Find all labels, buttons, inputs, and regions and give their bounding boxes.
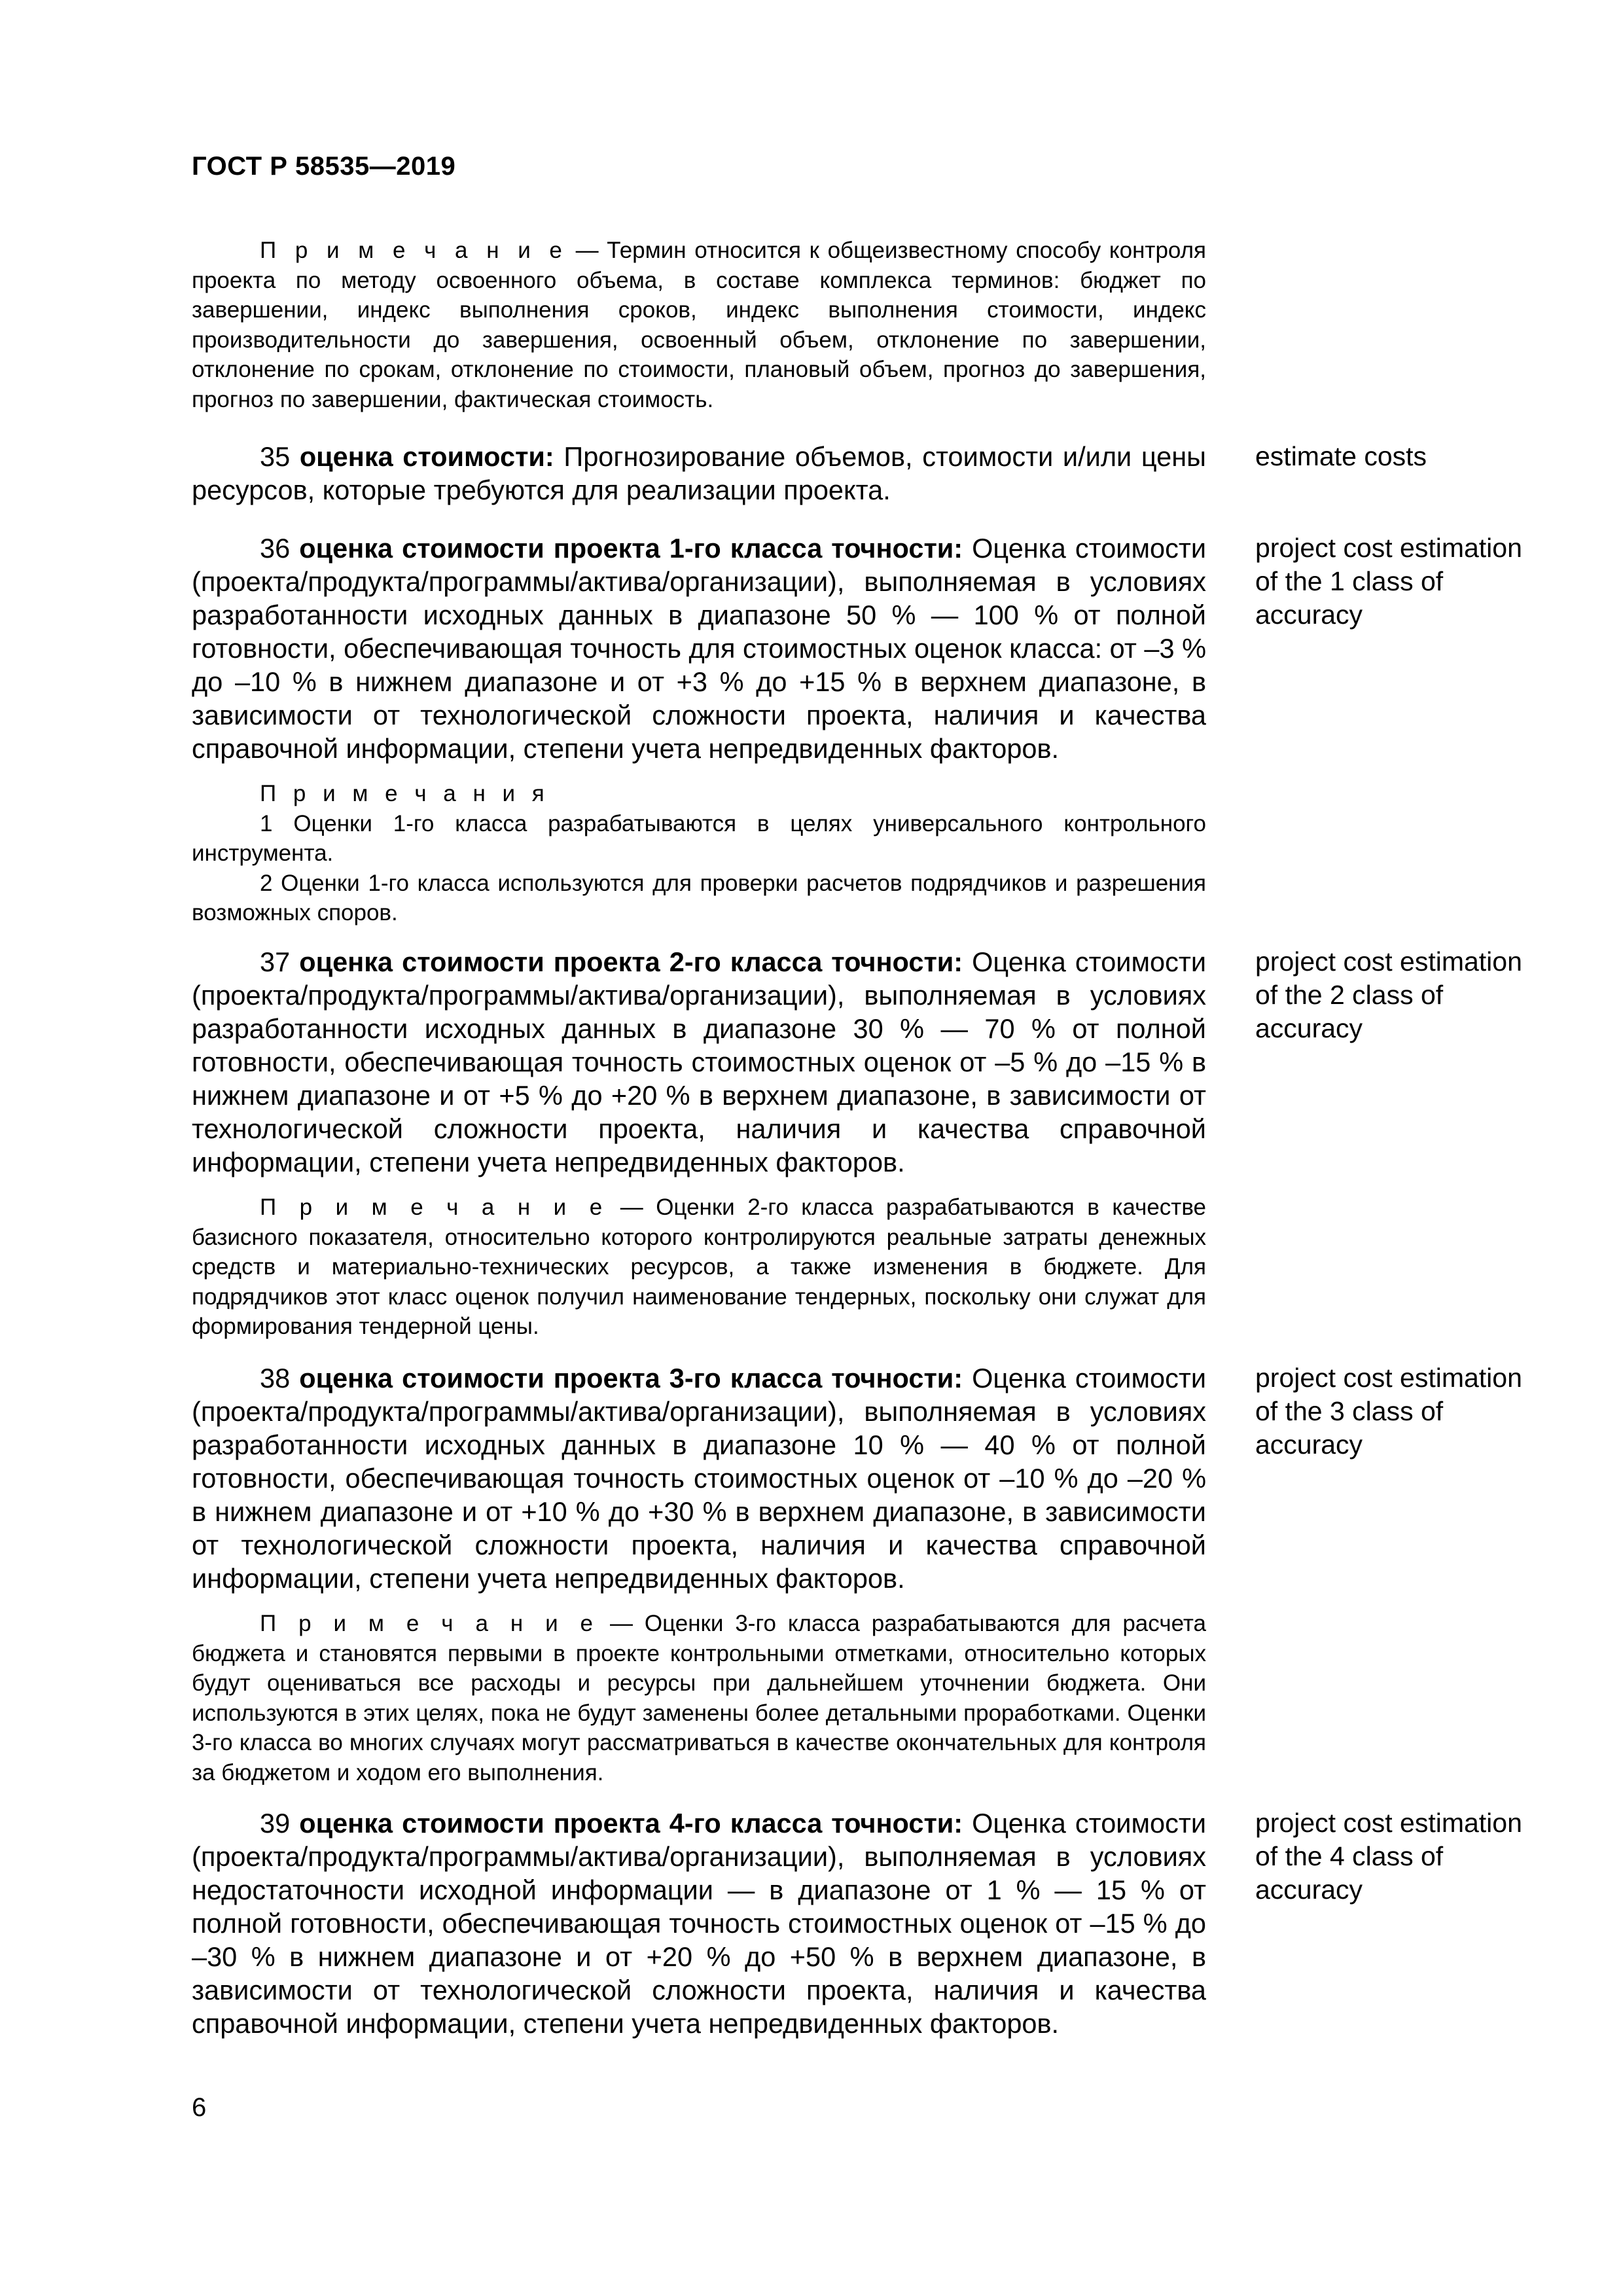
- term-35: [192, 440, 1206, 507]
- term-title: оценка стоимости проекта 1-го класса точности:: [299, 533, 963, 564]
- term-definition: Оценка стоимости (проекта/продукта/программы/актива/организации), выполняемая в условиях недостаточности исходной информации — в диапазоне от 1 % — 15 % от полной готовности, обеспечивающая точность стоимостных оценок от –15 % до –30 % в нижнем диапазоне и от +20 % до +50 % в верхнем диапазоне, в зависимости от технологической сложности проекта, наличия и качества справочной информации, степени учета непредвиденных факторов.: [192, 1808, 1207, 2039]
- note-top: [192, 236, 1206, 414]
- note-label: П р и м е ч а н и е: [260, 238, 567, 263]
- note-paragraph: [192, 1609, 1206, 1787]
- term-definition: Оценка стоимости (проекта/продукта/программы/актива/организации), выполняемая в условиях разработанности исходных данных в диапазоне 50 % — 100 % от полной готовности, обеспечивающая точность для стоимостных оценок класса: от –3 % до –10 % в нижнем диапазоне и от +3 % до +15 % в верхнем диапазоне, в зависимости от технологической сложности проекта, наличия и качества справочной информации, степени учета непредвиденных факторов.: [192, 533, 1207, 764]
- term-number: 37: [260, 946, 291, 977]
- notes-label: П р и м е ч а н и я: [260, 781, 550, 806]
- page-number: 6: [192, 2093, 207, 2122]
- note-paragraph: [192, 236, 1206, 414]
- english-equivalent-36: project cost estimation of the 1 class of accuracy: [1255, 533, 1522, 630]
- term-title: оценка стоимости проекта 3-го класса точности:: [299, 1363, 963, 1393]
- term-37: [192, 945, 1206, 1179]
- term-definition: Прогнозирование объемов, стоимости и/или цены ресурсов, которые требуются для реализации проекта.: [192, 441, 1206, 505]
- term-36: [192, 531, 1206, 765]
- note-item: 1 Оценки 1-го класса разрабатываются в целях универсального контрольного инструмента.: [192, 810, 1206, 866]
- note-text: — Оценки 2-го класса разрабатываются в качестве базисного показателя, относительно которого контролируются реальные затраты денежных средств и материально-технических ресурсов, а также изменения в бюджете. Для подрядчиков этот класс оценок получил наименование тендерных, поскольку они служат для формирования тендерной цены.: [192, 1194, 1206, 1339]
- english-equivalent-37: project cost estimation of the 2 class of accuracy: [1255, 946, 1522, 1043]
- note-item: 2 Оценки 1-го класса используются для проверки расчетов подрядчиков и разрешения возможных споров.: [192, 870, 1206, 925]
- note-label: П р и м е ч а н и е: [260, 1194, 608, 1220]
- term-39: [192, 1806, 1206, 2040]
- term-title: оценка стоимости проекта 4-го класса точности:: [299, 1808, 963, 1839]
- term-38: [192, 1361, 1206, 1595]
- term-paragraph: [192, 945, 1206, 1179]
- english-equivalent-35: estimate costs: [1255, 441, 1427, 471]
- term-paragraph: [192, 531, 1206, 765]
- english-equivalent-38: project cost estimation of the 3 class of accuracy: [1255, 1363, 1522, 1460]
- note-text: — Оценки 3-го класса разрабатываются для расчета бюджета и становятся первыми в проекте контрольными отметками, относительно которых будут оцениваться все расходы и ресурсы при дальнейшем уточнении бюджета. Они используются в этих целях, пока не будут заменены более детальными проработками. Оценки 3-го класса во многих случаях могут рассматриваться в качестве окончательных для контроля за бюджетом и ходом его выполнения.: [192, 1611, 1206, 1785]
- english-equivalent-39: project cost estimation of the 4 class of accuracy: [1255, 1808, 1522, 1905]
- term-number: 38: [260, 1363, 291, 1393]
- term-paragraph: [192, 1806, 1206, 2040]
- term-title: оценка стоимости проекта 2-го класса точности:: [299, 946, 963, 977]
- note-label: П р и м е ч а н и е: [260, 1611, 599, 1636]
- term-number: 35: [260, 441, 291, 472]
- term-paragraph: [192, 440, 1206, 507]
- note-37: [192, 1193, 1206, 1342]
- standard-header: ГОСТ Р 58535—2019: [192, 152, 456, 181]
- term-number: 39: [260, 1808, 291, 1839]
- note-text: — Термин относится к общеизвестному способу контроля проекта по методу освоенного объема, в составе комплекса терминов: бюджет по завершении, индекс выполнения сроков, индекс выполнения стоимости, индекс производительности до завершения, освоенный объем, отклонение по завершении, отклонение по срокам, отклонение по стоимости, плановый объем, прогноз до завершения, прогноз по завершении, фактическая стоимость.: [192, 238, 1206, 412]
- term-definition: Оценка стоимости (проекта/продукта/программы/актива/организации), выполняемая в условиях разработанности исходных данных в диапазоне 30 % — 70 % от полной готовности, обеспечивающая точность стоимостных оценок от –5 % до –15 % в нижнем диапазоне и от +5 % до +20 % в верхнем диапазоне, в зависимости от технологической сложности проекта, наличия и качества справочной информации, степени учета непредвиденных факторов.: [192, 946, 1207, 1177]
- note-paragraph: [192, 1193, 1206, 1342]
- note-38: [192, 1609, 1206, 1787]
- term-title: оценка стоимости:: [299, 441, 554, 472]
- notes-36: [192, 779, 1206, 928]
- term-definition: Оценка стоимости (проекта/продукта/программы/актива/организации), выполняемая в условиях разработанности исходных данных в диапазоне 10 % — 40 % от полной готовности, обеспечивающая точность стоимостных оценок от –10 % до –20 % в нижнем диапазоне и от +10 % до +30 % в верхнем диапазоне, в зависимости от технологической сложности проекта, наличия и качества справочной информации, степени учета непредвиденных факторов.: [192, 1363, 1207, 1594]
- term-number: 36: [260, 533, 291, 564]
- term-paragraph: [192, 1361, 1206, 1595]
